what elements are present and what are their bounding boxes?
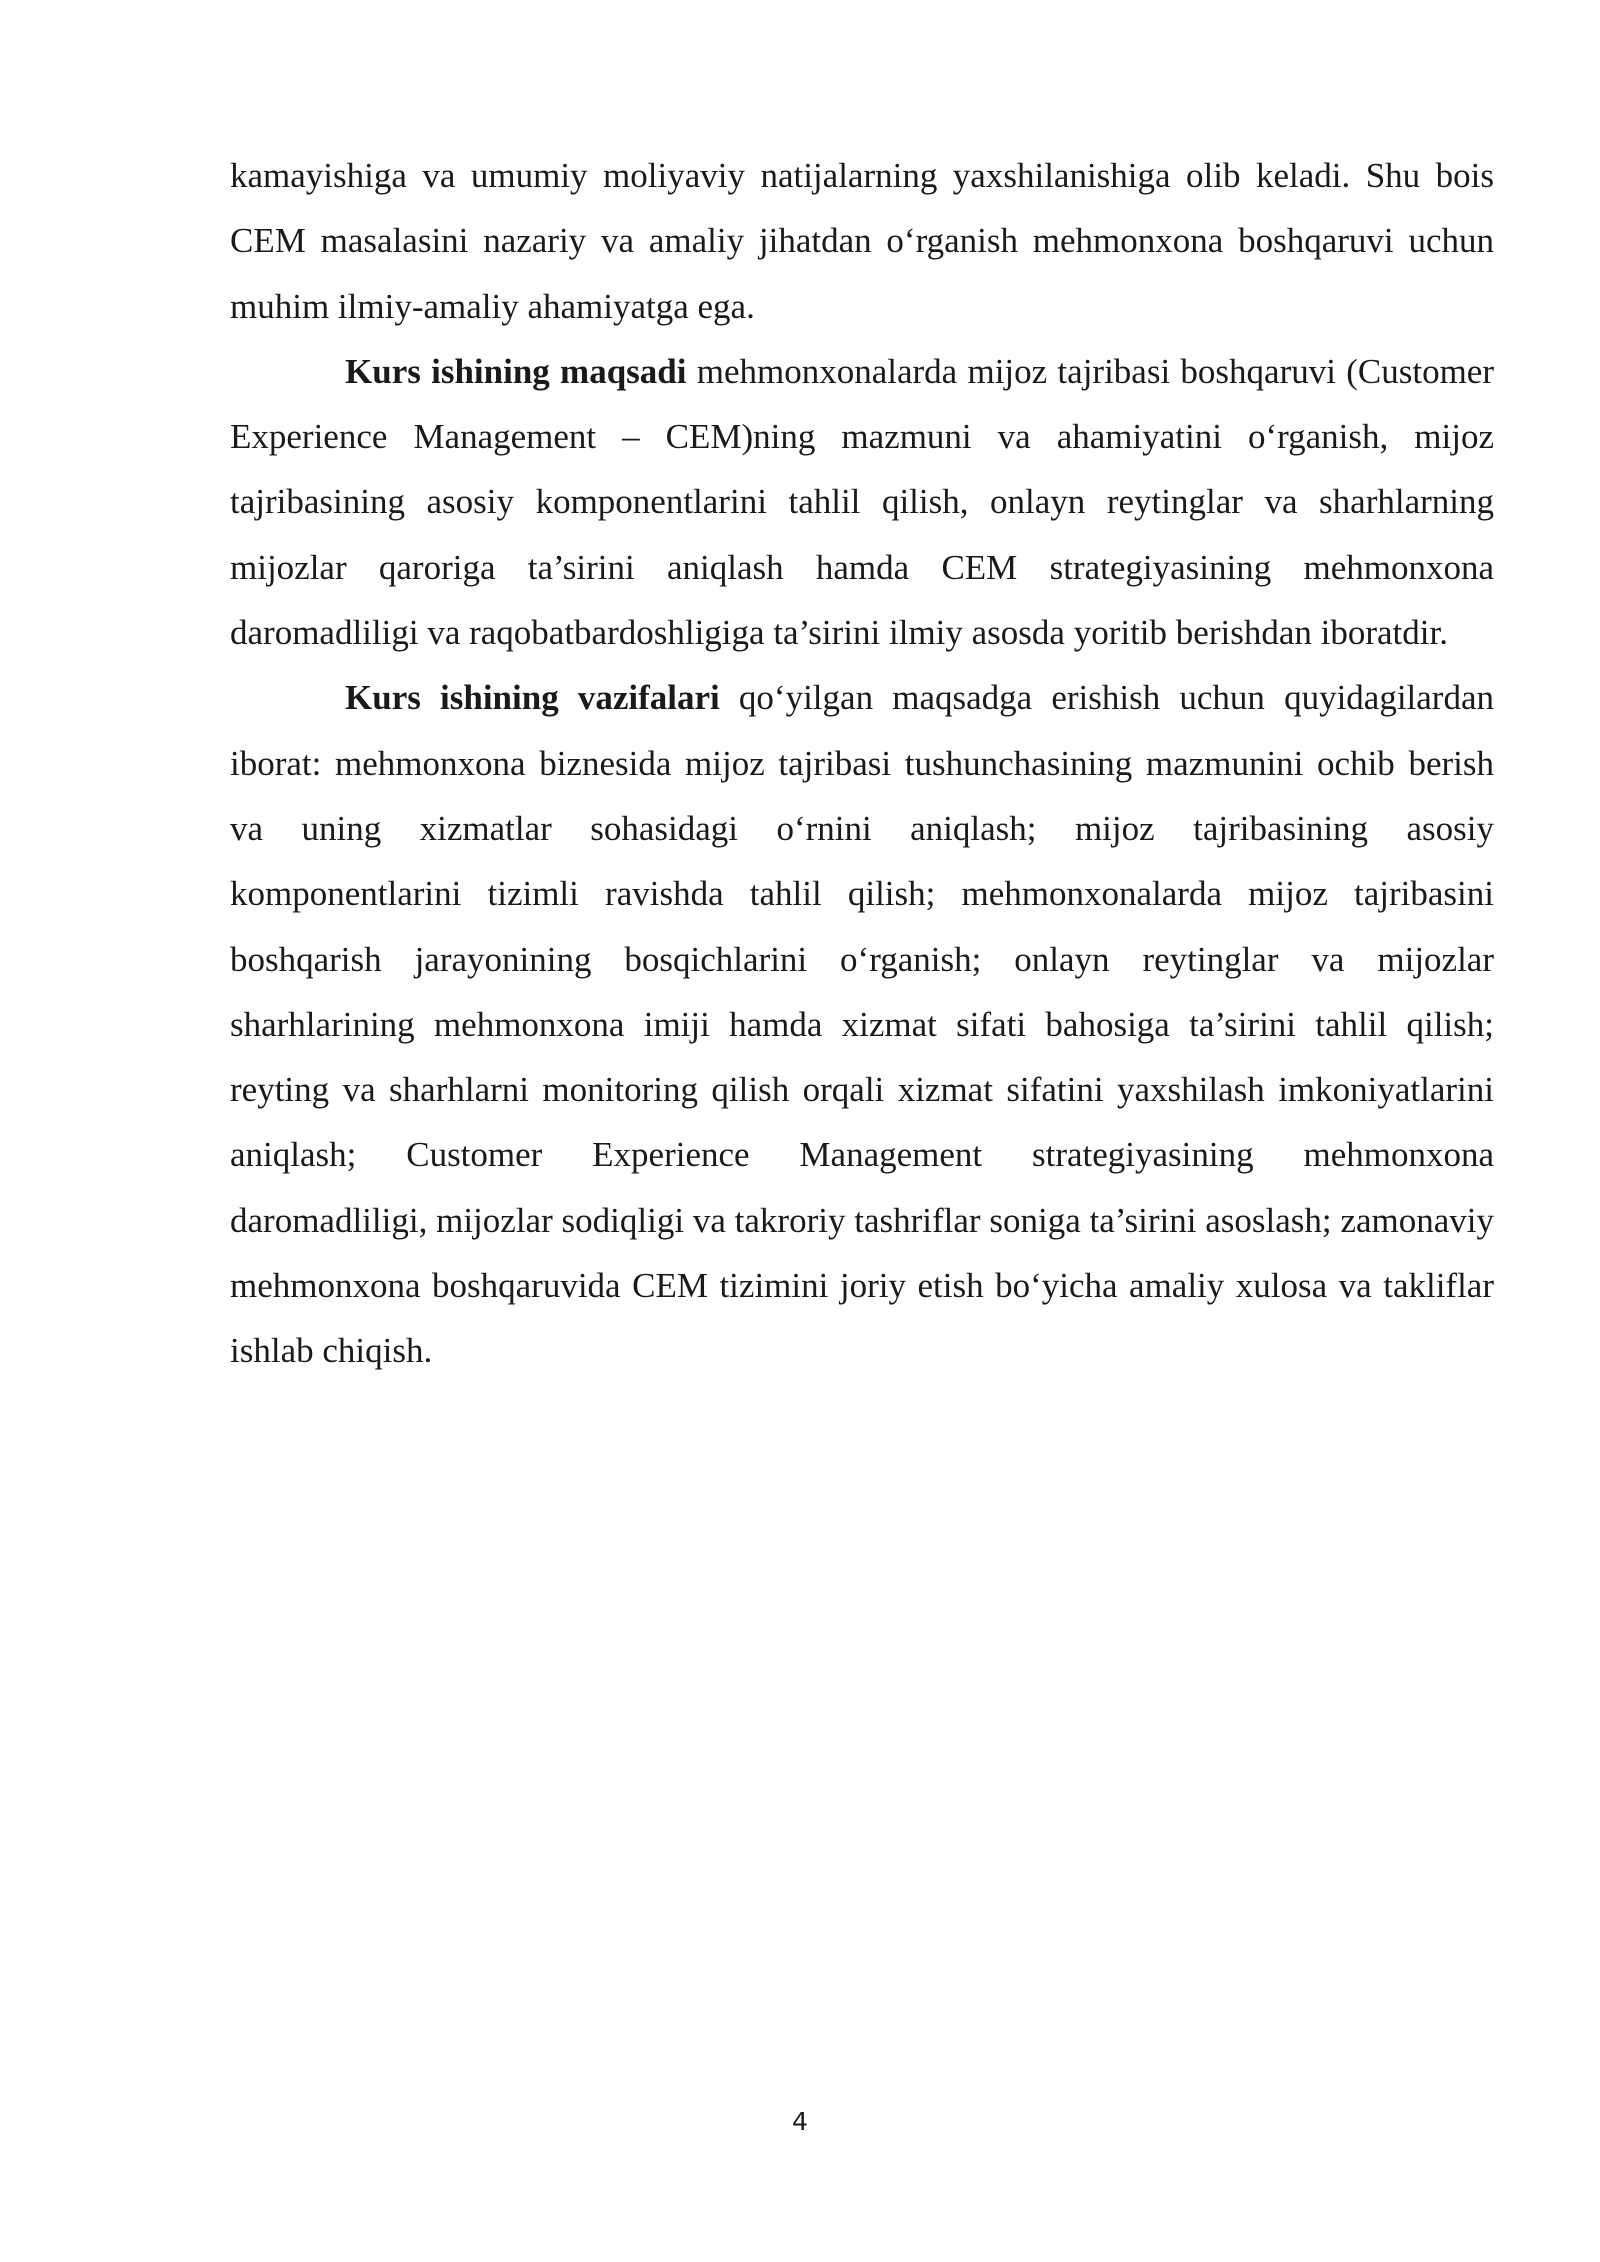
paragraph-lead-goal: Kurs ishining maqsadi [345, 351, 687, 391]
page-number: 4 [792, 2107, 808, 2136]
paragraph-text: kamayishiga va umumiy moliyaviy natijalarning yaxshilanishiga olib keladi. Shu bois CEM masalasini nazariy va amaliy jihatdan o‘rganish mehmonxona boshqaruvi uchun muhim ilmiy-amaliy ahamiyatga ega. [230, 156, 1494, 326]
paragraph-course-goal [230, 339, 1494, 665]
document-body [230, 143, 1494, 1384]
paragraph-text: qo‘yilgan maqsadga erishish uchun quyidagilardan iborat: mehmonxona biznesida mijoz tajribasi tushunchasining mazmunini ochib berish va uning xizmatlar sohasidagi o‘rnini aniqlash; mijoz tajribasining asosiy komponentlarini tizimli ravishda tahlil qilish; mehmonxonalarda mijoz tajribasini boshqarish jarayonining bosqichlarini o‘rganish; onlayn reytinglar va mijozlar sharhlarining mehmonxona imiji hamda xizmat sifati bahosiga ta’sirini tahlil qilish; reyting va sharhlarni monitoring qilish orqali xizmat sifatini yaxshilash imkoniyatlarini aniqlash; Customer Experience Management strategiyasining mehmonxona daromadliligi, mijozlar sodiqligi va takroriy tashriflar soniga ta’sirini asoslash; zamonaviy mehmonxona boshqaruvida CEM tizimini joriy etish bo‘yicha amaliy xulosa va takliflar ishlab chiqish. [230, 678, 1495, 1371]
paragraph-lead-tasks: Kurs ishining vazifalari [345, 678, 720, 718]
paragraph-course-tasks [230, 665, 1494, 1383]
paragraph-continuation [230, 143, 1494, 339]
paragraph-text: mehmonxonalarda mijoz tajribasi boshqaruvi (Customer Experience Management – CEM)ning mazmuni va ahamiyatini o‘rganish, mijoz tajribasining asosiy komponentlarini tahlil qilish, onlayn reytinglar va sharhlarning mijozlar qaroriga ta’sirini aniqlash hamda CEM strategiyasining mehmonxona daromadliligi va raqobatbardoshligiga ta’sirini ilmiy asosda yoritib berishdan iboratdir. [230, 351, 1494, 653]
